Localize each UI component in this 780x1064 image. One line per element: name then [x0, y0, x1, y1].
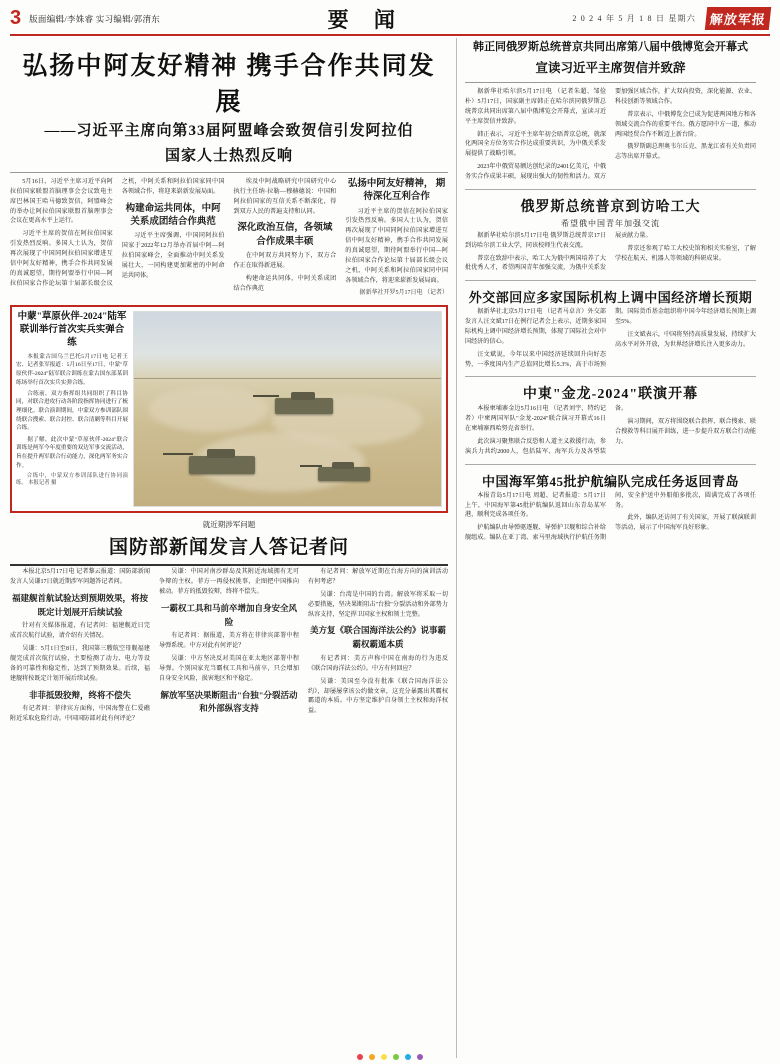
right-story1-body — [465, 88, 756, 183]
page-number: 3 — [10, 7, 22, 29]
color-registration-marks — [0, 1054, 780, 1060]
paragraph: 吴谦：美国至今没有批准《联合国海洋法公约》，却屡屡拿该公约做文章，这充分暴露出其霸权霸道的本质。中方坚定维护自身领土主权和海洋权益。 — [308, 678, 448, 715]
paragraph: 有记者问：菲律宾方面称，中国海警在仁爱礁附近采取危险行动。中国国防部对此有何评论？ — [10, 706, 150, 723]
paragraph: 有记者问：美方声称中国在南海的行为违反《联合国海洋法公约》。中方有何回应？ — [308, 656, 448, 672]
tank-vehicle — [318, 467, 370, 481]
paragraph: 本报青岛5月17日电 周超、记者报道：5月17日上午，中国海军第45批护航编队返回山东青岛某军港，顺利完成各项任务。 — [465, 492, 606, 519]
lead-subsection-1: 构建命运共同体，中阿 关系成团结合作典范 — [125, 203, 221, 228]
photo-caption: 合练中，中蒙双方参训部队进行协同演练。 本报记者 摄 — [16, 472, 128, 487]
mid-headline: 国防部新闻发言人答记者问 — [108, 537, 349, 559]
story-kicker: 就近期涉军问题 — [202, 520, 256, 530]
masthead — [10, 6, 770, 36]
paragraph: 在中阿双方共同努力下，双方合作正在取得新进展。 — [233, 253, 337, 269]
page-columns — [10, 38, 770, 1058]
feature-photo — [133, 311, 442, 507]
right-story5-body — [465, 492, 756, 544]
registration-dot — [393, 1054, 399, 1060]
publication-date: 2 0 2 4 年 5 月 1 8 日 星期六 — [572, 14, 696, 23]
paragraph: 普京表示，中俄博览会已成为促进两国地方和各领域交流合作的重要平台。俄方愿同中方一道，推动两国经贸合作不断迈上新台阶。 — [615, 111, 756, 138]
lead-byline: 据新华社开罗5月17日电 （记者） — [359, 290, 448, 297]
lead-subhead-2: 国家人士热烈反响 — [164, 147, 293, 164]
paragraph: 吴谦：5月1日至8日，我国第三艘航空母舰福建舰完成首次航行试验，主要检测了动力、电力等设备的可靠性和稳定性，达到了预期效果。后续，福建舰将按既定计划开展后续试验。 — [10, 646, 150, 682]
paragraph: 护航编队由导弹驱逐舰、导弹护卫舰和综合补给舰组成。编队在亚丁湾、索马里海域执行护航任务期间，安全护送中外船舶多批次，圆满完成了各项任务。 — [465, 492, 756, 542]
right-story3-headline: 外交部回应多家国际机构上调中国经济增长预期 — [468, 290, 753, 306]
paragraph: 据新华社哈尔滨5月17日电 俄罗斯总统普京17日到访哈尔滨工业大学，同该校师生代表交流。 — [465, 232, 606, 249]
qa-block-title: 解放军坚决果断阻击"台独"分裂活动和外部纵容支持 — [160, 689, 298, 714]
right-story2-headline: 俄罗斯总统普京到访哈工大 — [520, 199, 701, 215]
newspaper-logo: 解放军报 — [705, 7, 771, 30]
paragraph: 有记者问：解放军近期在台海方向的演训活动有何考虑？ — [308, 569, 448, 586]
qa-block-title: 非菲抵毁狡辩，终将不偿失 — [28, 689, 131, 700]
paragraph: 演习期间，双方将围绕联合指挥、联合搜索、联合搜救等科目展开训练，进一步提升双方联合行动能力。 — [615, 419, 756, 445]
paragraph: 此外，编队还访问了有关国家，开展了联演联训等活动，展示了中国海军良好形象。 — [615, 515, 756, 532]
defense-ministry-qa — [10, 519, 448, 725]
paragraph: 习近平主席的贺信在阿拉伯国家引发热烈反响。多国人士认为，贺信再次展现了中国同阿拉伯国家增进互信中阿友好精神，携手合作共同发展的真诚愿望，期待阿盟举行中国—阿拉伯国家合作论坛第十届部长级会议之机，中阿关系和阿拉伯国家同中国各领域合作，将迎来崭新发展局面。 — [10, 179, 225, 287]
paragraph: 汪文斌表示，中国将坚持高质量发展，持续扩大高水平对外开放，为世界经济增长注入更多动力。 — [615, 331, 756, 348]
paragraph: 习近平主席强调，中国同阿拉伯国家于2022年12月举办首届中阿—阿拉伯国家峰会，全面推动中阿关系发展壮大，一同构建更加紧密的中阿命运共同体。 — [121, 233, 225, 279]
qa-block-title: 美方复《联合国海洋法公约》说事霸霸权霸遁本质 — [309, 625, 446, 650]
divider — [465, 376, 756, 377]
right-story1-subhead: 宣读习近平主席贺信并致辞 — [535, 60, 686, 75]
divider — [465, 464, 756, 465]
paragraph: 普京还参观了哈工大校史馆和相关实验室，了解学校在航天、机器人等领域的科研成果。 — [615, 245, 756, 262]
paragraph: 合练前，双方指挥组共同组织了科目协同，对联合进攻行动各阶段指挥协同进行了梳理细化。联合演训期间，中蒙双方参训部队围绕联合搜索、联合封控、联合清剿等科目开展合练。 — [16, 390, 128, 432]
lead-headline: 弘扬中阿友好精神 携手合作共同发展 — [22, 53, 436, 116]
paragraph: 俄罗斯副总理奥韦尔丘克、黑龙江省有关负责同志等出席开幕式。 — [615, 144, 756, 161]
paragraph: 构建命运共同体，中阿关系成团结合作典范 — [233, 275, 337, 292]
divider — [10, 564, 448, 566]
paragraph: 吴谦：中方坚决反对美国在亚太地区部署中程导弹。个别国家充当霸权工具和马前卒，只会增加自身安全风险，损害地区和平稳定。 — [159, 656, 299, 682]
registration-dot — [405, 1054, 411, 1060]
paragraph: 据了解，此次中蒙"草原伙伴-2024"联合训练是两军今年度重要的双边军事交流活动，旨在提升两军联合行动能力，深化两军务实合作。 — [16, 436, 128, 469]
registration-dot — [369, 1054, 375, 1060]
feature-headline: 中蒙"草原伙伴-2024"陆军联训举行首次实兵实弹合练 — [17, 312, 127, 348]
mid-story-body — [10, 568, 448, 725]
paragraph: 习近平主席的贺信在阿拉伯国家引发热烈反响。多国人士认为，贺信再次展现了中国同阿拉伯国家增进互信中阿友好精神，携手合作共同发展的真诚愿望，期待阿盟举行中国—阿拉伯国家合作论坛第十届部长级会议之机，中阿关系和阿拉伯国家同中国各领域合作，将迎来崭新发展局面。 — [345, 208, 448, 284]
feature-body — [16, 353, 128, 488]
paragraph: 此次演习聚焦联合反恐和人道主义救援行动，参演兵力共约2000人，包括陆军、海军兵力及各型装备。 — [465, 406, 628, 455]
registration-dot — [357, 1054, 363, 1060]
divider — [465, 280, 756, 281]
lead-story-body — [10, 178, 448, 299]
masthead-right — [572, 7, 770, 30]
paragraph: 针对有关媒体报道，有记者问：福建舰近日完成首次航行试验，请介绍有关情况。 — [10, 623, 150, 640]
right-column — [456, 38, 756, 1058]
paragraph: 韩正表示，习近平主席年初会晤普京总统，就深化两国全方位务实合作达成重要共识，为中俄关系发展提供了战略引领。 — [465, 131, 606, 158]
section-title: 要 闻 — [327, 7, 405, 32]
divider — [465, 189, 756, 190]
paragraph: 据新华社哈尔滨5月17日电 （记者朱超、邹俭朴）5月17日，国家副主席韩正在哈尔滨同俄罗斯总统普京共同出席第八届中俄博览会开幕式，宣读习近平主席贺信并致辞。 — [465, 89, 606, 125]
lead-subhead-1: ——习近平主席向第33届阿盟峰会致贺信引发阿拉伯 — [44, 123, 414, 139]
divider — [465, 82, 756, 83]
paragraph: 本报柬埔寨金边5月16日电 （记者刘宇、特约记者）中柬两国军队"金龙-2024"联合演习开幕式16日在柬埔寨西哈努克省举行。 — [465, 406, 606, 433]
paragraph: 2023年中俄贸易额达创纪录的2401亿美元，中俄务实合作成果丰硕，展现出强大的韧性和活力。双方要加强区域合作，扩大双向投资，深化能源、农业、科技创新等领域合作。 — [465, 89, 756, 180]
feature-photo-story — [10, 305, 448, 513]
divider — [10, 172, 448, 173]
masthead-left — [10, 7, 160, 30]
paragraph: 有记者问：据报道，美方将在菲律宾部署中程导弹系统。中方对此有何评论？ — [159, 633, 299, 650]
right-story2-kicker: 希望俄中国青年加强交流 — [561, 218, 660, 228]
right-story2-body — [465, 232, 756, 274]
paragraph: 埃及中阿战略研究中国研究中心执行主任纳·拉勒—穆赫德说：中国和阿拉伯国家的互信关系不断深化，得到双方人民的普遍支持和认同。 — [233, 179, 337, 215]
right-story4-headline: 中東"金龙-2024"联演开幕 — [522, 387, 699, 403]
qa-block-title: 一霸权工具和马前卒增加自身安全风险 — [160, 602, 297, 627]
paragraph: 5月16日，习近平主席习近平向阿拉伯国家联盟首脑理事会会议致电主席巴林国王哈马德致贺信，阿盟峰会的举办让阿拉伯国家联盟首脑理事会会议在更高水平上运行。 — [10, 179, 113, 225]
paragraph: 本报蒙古国乌兰巴托5月17日电 记者王宏、记者张军报道：5月16日至17日，中蒙"草原伙伴-2024"陆军联合训练在蒙古国东部某训练场举行首次实兵实弹合练。 — [16, 353, 128, 386]
paragraph: 吴谦：台湾是中国的台湾。解放军将采取一切必要措施，坚决果断阻击"台独"分裂活动和外部势力纵容支持，坚定捍卫国家主权和领土完整。 — [308, 591, 448, 618]
registration-dot — [381, 1054, 387, 1060]
lead-subsection-3: 弘扬中阿友好精神， 期待深化互利合作 — [347, 179, 446, 203]
right-story4-body — [465, 405, 756, 457]
paragraph: 据新华社北京5月17日电 （记者马卓言）外交部发言人汪文斌17日在例行记者会上表示，近期多家国际机构上调中国经济增长预期，体现了国际社会对中国经济的信心。 — [465, 309, 606, 345]
paragraph: 普京在致辞中表示，哈工大为俄中两国培养了大批优秀人才，希望两国青年加强交流，为俄中关系发展贡献力量。 — [465, 232, 652, 272]
paragraph: 吴谦：中国对南沙群岛及其附近海域拥有无可争辩的主权。菲方一再侵权挑事，企图把中国推向被动。菲方的抵毁狡辩，终将不偿失。 — [159, 569, 299, 595]
mid-lead: 本报北京5月17日电 记者黎云报道：国防部新闻发言人吴谦17日就近期涉军问题答记者问。 — [10, 569, 150, 586]
registration-dot — [417, 1054, 423, 1060]
right-story5-headline: 中国海军第45批护航编队完成任务返回青岛 — [481, 473, 739, 489]
paragraph: 汪文斌说，今年以来中国经济延续回升向好态势，一季度国内生产总值同比增长5.3%，高于市场预期。国际货币基金组织将中国今年经济增长预期上调至5%。 — [465, 309, 756, 368]
feature-text — [16, 311, 128, 507]
editors-credit: 版面编辑/李姝睿 实习编辑/郭淯东 — [29, 13, 161, 24]
tank-vehicle — [189, 456, 255, 474]
right-story3-body — [465, 308, 756, 370]
right-story1-headline: 韩正同俄罗斯总统普京共同出席第八届中俄博览会开幕式 — [473, 41, 748, 53]
lead-subsection-2: 深化政治互信，各领域 合作成果丰硕 — [237, 223, 333, 247]
main-column — [10, 38, 448, 1058]
tank-vehicle — [275, 398, 333, 414]
qa-block-title: 福建舰首航试验达到预期效果，将按既定计划展开后续试验 — [11, 592, 148, 617]
